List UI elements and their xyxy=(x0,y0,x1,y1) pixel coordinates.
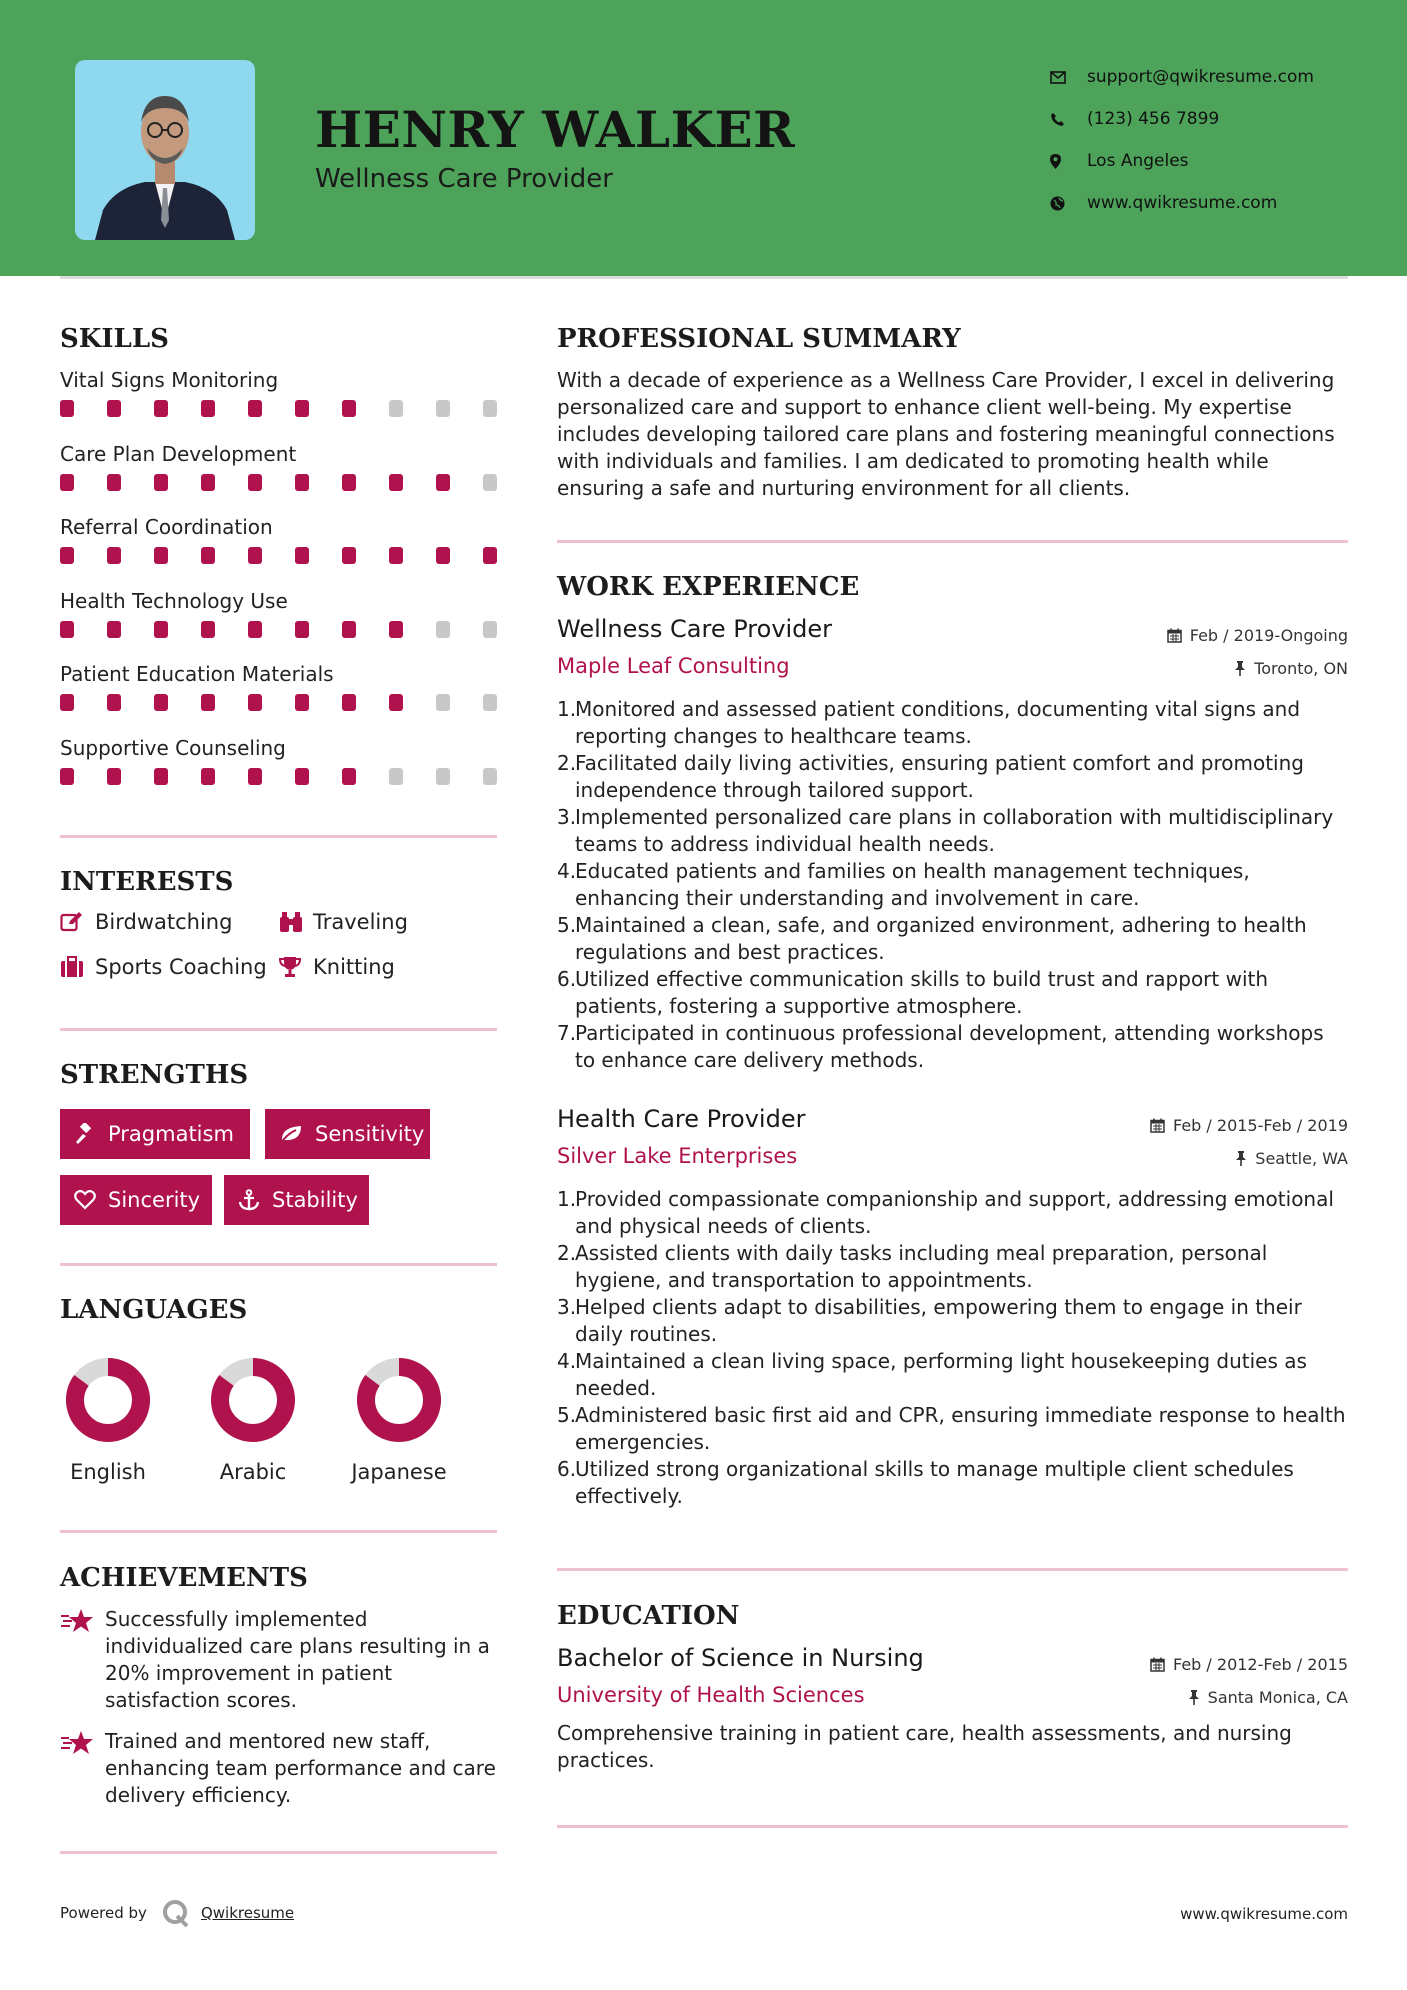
job-dates-text: Feb / 2019-Ongoing xyxy=(1189,626,1348,645)
section-divider xyxy=(60,1851,497,1854)
rating-dot-filled xyxy=(154,768,168,785)
job-company: Maple Leaf Consulting xyxy=(557,654,790,678)
education-heading: EDUCATION xyxy=(557,1601,740,1631)
rating-dot-empty xyxy=(389,768,403,785)
rating-dot-empty xyxy=(436,694,450,711)
interest-item xyxy=(60,910,232,934)
rating-dot-filled xyxy=(483,547,497,564)
rating-dot-empty xyxy=(436,768,450,785)
contact-location xyxy=(1050,140,1350,182)
rating-dot-filled xyxy=(342,621,356,638)
achievement-item xyxy=(60,1606,497,1714)
pushpin-icon xyxy=(1235,1151,1247,1166)
strengths-heading: STRENGTHS xyxy=(60,1060,249,1090)
heart-icon xyxy=(74,1190,96,1210)
work-heading: WORK EXPERIENCE xyxy=(557,572,860,602)
rating-dot-filled xyxy=(342,768,356,785)
header-divider xyxy=(60,276,1348,279)
calendar-icon xyxy=(1150,1118,1165,1133)
pushpin-icon xyxy=(1234,661,1246,676)
strength-label: Stability xyxy=(272,1188,358,1212)
location-pin-icon xyxy=(1050,154,1087,169)
bullet-text: Maintained a clean, safe, and organized environment, adhering to health regulations and best practices. xyxy=(575,913,1307,964)
achievement-item xyxy=(60,1728,497,1809)
bullet-text: Utilized effective communication skills to build trust and rapport with patients, fostering a supportive atmosphere. xyxy=(575,967,1269,1018)
contact-location-text: Los Angeles xyxy=(1087,151,1189,171)
language-proficiency-donut xyxy=(64,1356,152,1444)
bullet-number: 1. xyxy=(557,697,577,721)
job-location xyxy=(1235,1149,1348,1168)
rating-dot-filled xyxy=(389,694,403,711)
achievements-heading: ACHIEVEMENTS xyxy=(60,1563,308,1593)
section-divider xyxy=(557,1825,1348,1828)
bullet-text: Maintained a clean living space, performing light housekeeping duties as needed. xyxy=(575,1349,1307,1400)
language-name: English xyxy=(70,1460,146,1484)
contact-email-text: support@qwikresume.com xyxy=(1087,67,1314,87)
candidate-name: HENRY WALKER xyxy=(315,100,796,159)
strength-label: Sincerity xyxy=(108,1188,201,1212)
envelope-icon xyxy=(1050,71,1087,84)
skill-rating xyxy=(60,621,497,638)
rating-dot-filled xyxy=(201,547,215,564)
interest-label: Sports Coaching xyxy=(95,955,267,979)
skill-item xyxy=(60,735,497,785)
rating-dot-filled xyxy=(154,547,168,564)
binoculars-icon xyxy=(278,911,313,933)
rating-dot-filled xyxy=(436,474,450,491)
interest-label: Birdwatching xyxy=(95,910,233,934)
language-item xyxy=(183,1356,323,1484)
job-bullet xyxy=(557,1294,1348,1348)
rating-dot-filled xyxy=(201,768,215,785)
contact-website-text: www.qwikresume.com xyxy=(1087,193,1278,213)
footer-powered-by xyxy=(60,1898,294,1928)
job-bullet xyxy=(557,912,1348,966)
calendar-icon xyxy=(1167,628,1182,643)
profile-photo xyxy=(75,60,255,240)
rating-dot-filled xyxy=(107,621,121,638)
job-location-text: Seattle, WA xyxy=(1255,1149,1348,1168)
skill-rating xyxy=(60,474,497,491)
language-proficiency-donut xyxy=(355,1356,443,1444)
education-dates-text: Feb / 2012-Feb / 2015 xyxy=(1173,1655,1348,1674)
skill-name: Health Technology Use xyxy=(60,588,288,613)
bullet-number: 4. xyxy=(557,859,577,883)
skill-name: Vital Signs Monitoring xyxy=(60,368,279,392)
bullet-number: 5. xyxy=(557,913,577,937)
bullet-text: Participated in continuous professional development, attending workshops to enhance care delivery methods. xyxy=(575,1021,1324,1072)
job-bullet xyxy=(557,1020,1348,1074)
achievement-text: Trained and mentored new staff, enhancing team performance and care delivery efficiency. xyxy=(105,1729,496,1807)
bullet-number: 6. xyxy=(557,967,577,991)
rating-dot-filled xyxy=(342,694,356,711)
bullet-text: Administered basic first aid and CPR, ensuring immediate response to health emergencies. xyxy=(575,1403,1346,1454)
bullet-text: Monitored and assessed patient conditions, documenting vital signs and reporting changes to healthcare teams. xyxy=(575,697,1301,748)
rating-dot-filled xyxy=(389,621,403,638)
language-name: Arabic xyxy=(219,1460,287,1484)
contact-phone-text: (123) 456 7899 xyxy=(1087,109,1220,129)
language-name: Japanese xyxy=(351,1460,447,1484)
qwikresume-link[interactable]: Qwikresume xyxy=(200,1904,295,1922)
interests-heading: INTERESTS xyxy=(60,867,234,897)
bullet-number: 4. xyxy=(557,1349,577,1373)
rating-dot-filled xyxy=(154,400,168,417)
interest-item xyxy=(60,955,267,979)
job-bullet xyxy=(557,1240,1348,1294)
powered-by-text: Powered by xyxy=(60,1904,147,1922)
gavel-icon xyxy=(74,1123,96,1145)
rating-dot-filled xyxy=(248,694,262,711)
bullet-text: Provided compassionate companionship and support, addressing emotional and physical needs of clients. xyxy=(575,1187,1334,1238)
rating-dot-empty xyxy=(389,400,403,417)
rating-dot-filled xyxy=(107,694,121,711)
education-location xyxy=(1188,1688,1348,1707)
rating-dot-filled xyxy=(60,474,74,491)
contact-email[interactable] xyxy=(1050,56,1350,98)
skill-rating xyxy=(60,694,497,711)
achievement-text: Successfully implemented individualized care plans resulting in a 20% improvement in patient satisfaction scores. xyxy=(105,1607,490,1712)
job-dates xyxy=(1150,1116,1348,1135)
rating-dot-filled xyxy=(342,474,356,491)
header-banner xyxy=(0,0,1407,276)
rating-dot-filled xyxy=(295,400,309,417)
rating-dot-filled xyxy=(295,768,309,785)
rating-dot-filled xyxy=(436,547,450,564)
education-text: Comprehensive training in patient care, health assessments, and nursing practices. xyxy=(557,1721,1292,1772)
section-divider xyxy=(557,1568,1348,1571)
skill-name: Care Plan Development xyxy=(60,441,297,466)
anchor-icon xyxy=(238,1189,260,1211)
strength-chip xyxy=(60,1175,212,1225)
bullet-text: Educated patients and families on health management techniques, enhancing their understanding and involvement in care. xyxy=(575,859,1250,910)
skill-item xyxy=(60,661,497,711)
strength-chip xyxy=(224,1175,369,1225)
leaf-icon xyxy=(279,1124,303,1144)
skill-item xyxy=(60,588,497,638)
job-location-text: Toronto, ON xyxy=(1254,659,1348,678)
rating-dot-filled xyxy=(201,400,215,417)
star-icon xyxy=(60,1728,105,1809)
skill-name: Referral Coordination xyxy=(60,515,273,539)
bullet-text: Utilized strong organizational skills to manage multiple client schedules effectively. xyxy=(575,1457,1294,1508)
interest-item xyxy=(278,955,395,979)
skills-heading: SKILLS xyxy=(60,324,169,354)
contact-website[interactable] xyxy=(1050,182,1350,224)
rating-dot-filled xyxy=(60,768,74,785)
skill-item xyxy=(60,367,497,417)
bullet-text: Helped clients adapt to disabilities, empowering them to engage in their daily routines. xyxy=(575,1295,1302,1346)
rating-dot-filled xyxy=(60,400,74,417)
job-bullets xyxy=(557,1186,1348,1510)
rating-dot-filled xyxy=(295,694,309,711)
skill-rating xyxy=(60,547,497,564)
skill-rating xyxy=(60,768,497,785)
job-bullet xyxy=(557,1186,1348,1240)
phone-icon xyxy=(1050,112,1087,127)
rating-dot-empty xyxy=(483,474,497,491)
strength-label: Sensitivity xyxy=(315,1122,425,1146)
language-proficiency-donut xyxy=(209,1356,297,1444)
contact-phone[interactable] xyxy=(1050,98,1350,140)
bullet-text: Assisted clients with daily tasks including meal preparation, personal hygiene, and transportation to appointments. xyxy=(575,1241,1268,1292)
rating-dot-filled xyxy=(248,768,262,785)
skill-item xyxy=(60,514,497,564)
candidate-title: Wellness Care Provider xyxy=(315,164,613,194)
rating-dot-filled xyxy=(107,474,121,491)
bullet-number: 6. xyxy=(557,1457,577,1481)
interest-item xyxy=(278,910,408,934)
bullet-number: 7. xyxy=(557,1021,577,1045)
education-location-text: Santa Monica, CA xyxy=(1207,1688,1348,1707)
section-divider xyxy=(60,1028,497,1031)
section-divider xyxy=(60,1263,497,1266)
rating-dot-filled xyxy=(295,621,309,638)
rating-dot-filled xyxy=(389,474,403,491)
education-school: University of Health Sciences xyxy=(557,1683,865,1707)
rating-dot-filled xyxy=(295,474,309,491)
job-bullet xyxy=(557,858,1348,912)
skill-rating xyxy=(60,400,497,417)
skill-item xyxy=(60,441,497,491)
job-bullet xyxy=(557,1402,1348,1456)
interest-label: Traveling xyxy=(313,910,408,934)
rating-dot-empty xyxy=(436,400,450,417)
section-divider xyxy=(557,540,1348,543)
contact-list xyxy=(1050,56,1350,224)
rating-dot-empty xyxy=(483,400,497,417)
bullet-number: 3. xyxy=(557,805,577,829)
footer-url[interactable]: www.qwikresume.com xyxy=(1180,1905,1348,1923)
job-bullet xyxy=(557,1348,1348,1402)
rating-dot-filled xyxy=(154,621,168,638)
pushpin-icon xyxy=(1188,1690,1200,1705)
languages-heading: LANGUAGES xyxy=(60,1295,248,1325)
rating-dot-empty xyxy=(483,621,497,638)
rating-dot-filled xyxy=(107,547,121,564)
rating-dot-filled xyxy=(295,547,309,564)
job-dates xyxy=(1167,626,1348,645)
job-title: Health Care Provider xyxy=(557,1105,806,1133)
job-bullet xyxy=(557,804,1348,858)
rating-dot-filled xyxy=(107,768,121,785)
rating-dot-filled xyxy=(342,547,356,564)
rating-dot-filled xyxy=(248,547,262,564)
rating-dot-filled xyxy=(248,621,262,638)
globe-icon xyxy=(1050,196,1087,211)
star-icon xyxy=(60,1606,105,1714)
section-divider xyxy=(60,1530,497,1533)
rating-dot-filled xyxy=(201,474,215,491)
skill-name: Supportive Counseling xyxy=(60,735,286,760)
language-item xyxy=(329,1356,469,1484)
summary-heading: PROFESSIONAL SUMMARY xyxy=(557,324,961,354)
interest-label: Knitting xyxy=(313,955,395,979)
education-dates xyxy=(1150,1655,1348,1674)
strength-chip xyxy=(60,1109,250,1159)
briefcase-icon xyxy=(60,956,95,978)
rating-dot-empty xyxy=(483,694,497,711)
bullet-number: 2. xyxy=(557,1241,577,1265)
bullet-number: 5. xyxy=(557,1403,577,1427)
person-silhouette-icon xyxy=(75,60,255,240)
job-bullet xyxy=(557,1456,1348,1510)
pencil-square-icon xyxy=(60,911,95,933)
skill-name: Patient Education Materials xyxy=(60,662,334,686)
rating-dot-empty xyxy=(436,621,450,638)
rating-dot-filled xyxy=(154,694,168,711)
rating-dot-filled xyxy=(60,694,74,711)
rating-dot-filled xyxy=(60,621,74,638)
bullet-text: Facilitated daily living activities, ensuring patient comfort and promoting independence through tailored support. xyxy=(575,751,1304,802)
rating-dot-filled xyxy=(154,474,168,491)
rating-dot-filled xyxy=(201,694,215,711)
calendar-icon xyxy=(1150,1657,1165,1672)
rating-dot-filled xyxy=(60,547,74,564)
job-title: Wellness Care Provider xyxy=(557,615,833,643)
job-bullet xyxy=(557,696,1348,750)
strength-chip xyxy=(265,1109,430,1159)
job-bullet xyxy=(557,966,1348,1020)
section-divider xyxy=(60,835,497,838)
summary-text: With a decade of experience as a Wellness Care Provider, I excel in delivering personalized care and support to enhance client well-being. My expertise includes developing tailored care plans and fostering meaningful connections with individuals and families. I am dedicated to promoting health while ensuring a safe and nurturing environment for all clients. xyxy=(557,368,1335,500)
bullet-number: 2. xyxy=(557,751,577,775)
job-location xyxy=(1234,659,1348,678)
rating-dot-empty xyxy=(483,768,497,785)
job-bullets xyxy=(557,696,1348,1074)
trophy-icon xyxy=(278,956,313,978)
rating-dot-filled xyxy=(107,400,121,417)
job-dates-text: Feb / 2015-Feb / 2019 xyxy=(1173,1116,1348,1135)
strength-label: Pragmatism xyxy=(108,1122,234,1146)
qwikresume-logo-icon xyxy=(161,1898,191,1928)
job-company: Silver Lake Enterprises xyxy=(557,1144,798,1168)
rating-dot-filled xyxy=(342,400,356,417)
bullet-number: 1. xyxy=(557,1187,577,1211)
rating-dot-filled xyxy=(248,400,262,417)
rating-dot-filled xyxy=(248,474,262,491)
bullet-number: 3. xyxy=(557,1295,577,1319)
job-bullet xyxy=(557,750,1348,804)
rating-dot-filled xyxy=(201,621,215,638)
bullet-text: Implemented personalized care plans in collaboration with multidisciplinary teams to address individual health needs. xyxy=(575,805,1334,856)
education-degree: Bachelor of Science in Nursing xyxy=(557,1644,924,1672)
language-item xyxy=(38,1356,178,1484)
rating-dot-filled xyxy=(389,547,403,564)
